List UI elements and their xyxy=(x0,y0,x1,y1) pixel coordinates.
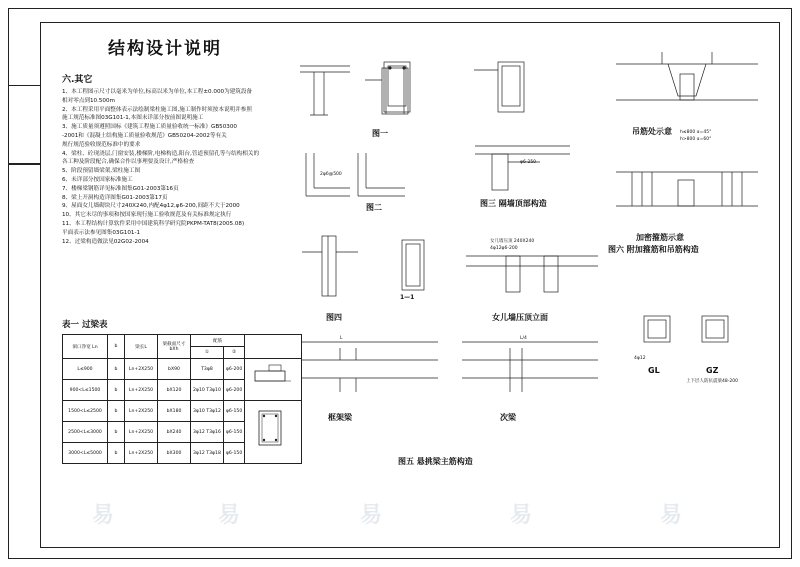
table-cell: Ln+2X250 xyxy=(125,380,158,401)
lintel-section-drawing xyxy=(249,405,297,457)
watermark: 易 xyxy=(510,503,533,528)
note-line: 8、梁上开洞构造详图集G01-2003第17页 xyxy=(62,194,168,201)
parapet-drawing xyxy=(462,236,602,296)
table-cell: φ6-150 xyxy=(223,443,244,464)
secondary-beam-caption: 次梁 xyxy=(500,413,516,422)
col-subheader: ② xyxy=(223,347,244,359)
table-cell: b xyxy=(108,380,125,401)
table-cell: bX300 xyxy=(158,443,191,464)
fig2-drawing xyxy=(300,148,410,208)
watermark: 易 xyxy=(92,503,115,528)
parapet-caption: 女儿墙压顶立面 xyxy=(492,313,548,322)
lintel-table xyxy=(62,334,302,464)
table-cell: bX120 xyxy=(158,380,191,401)
fig3-drawing xyxy=(470,140,580,195)
table-cell: b xyxy=(108,359,125,380)
densify-drawing xyxy=(612,150,762,230)
note-line: 12、过梁构造做法见02G02-2004 xyxy=(62,238,149,245)
note-line: 3、施工质量须遵照国标《建筑工程施工质量验收统一标准》GB50300 xyxy=(62,124,237,131)
fig6-caption: 图六 附加箍筋和吊筋构造 xyxy=(608,245,699,254)
col-header-detail xyxy=(245,335,302,359)
hanger-note: h≤800 α=45° xyxy=(680,130,712,135)
fig3-rebar-label: φ6-250 xyxy=(520,160,537,165)
section-11-drawing xyxy=(386,236,446,296)
table-cell: φ6-150 xyxy=(223,422,244,443)
lintel-detail-drawing xyxy=(245,401,302,464)
note-line: 11、本工程结构计算软件采用中国建筑科学研究院PKPM-TAT8(2005.08) xyxy=(62,220,245,227)
col-subheader: ① xyxy=(191,347,224,359)
binding-margin-cell xyxy=(8,86,40,164)
note-line: 9、屋面女儿墙砌块尺寸240X240,内配4φ12,φ6-200,间距不大于2000 xyxy=(62,203,240,210)
col-header-rebar: 配筋 xyxy=(191,335,245,347)
table-cell: φ6-150 xyxy=(223,401,244,422)
col-header-section: 梁截面尺寸 bXh xyxy=(158,335,191,359)
table-cell: 3φ12 T3φ18 xyxy=(191,443,224,464)
fig1-caption: 图一 xyxy=(372,129,388,138)
table-cell: b xyxy=(108,443,125,464)
gz-note: 上下层人防抗震梁48-200 xyxy=(686,379,738,384)
fig4-drawing xyxy=(298,232,368,302)
note-line: 1、本工程图示尺寸以毫米为单位,标高以米为单位,本工程±0.000为建筑設备 xyxy=(62,89,253,95)
section-heading: 六.其它 xyxy=(62,75,93,85)
fig4-caption: 图四 xyxy=(326,313,342,322)
note-line: 5、阶段预留墙梁架,梁柱施工图 xyxy=(62,168,141,175)
table-cell: b xyxy=(108,401,125,422)
notes-list xyxy=(62,88,297,246)
table-cell: Ln+2X250 xyxy=(125,401,158,422)
col-header-b: b xyxy=(108,335,125,359)
secondary-beam-drawing xyxy=(460,338,600,398)
table-cell: bX180 xyxy=(158,401,191,422)
table-cell: L≤900 xyxy=(63,359,108,380)
fig2-caption: 图二 xyxy=(366,203,382,212)
table-cell: 2φ10 T3φ10 xyxy=(191,380,224,401)
frame-beam-dimension: L xyxy=(340,336,343,341)
lintel-table-title: 表一 过梁表 xyxy=(62,320,108,330)
table-cell: 3000<L≤5000 xyxy=(63,443,108,464)
densify-caption: 加密箍筋示意 xyxy=(636,233,684,242)
table-header-row xyxy=(63,335,302,347)
note-line: -2001和《混凝土结构施工质量验收规范》GB50204-2002等有关 xyxy=(62,132,227,139)
col-header-opening: 洞口净宽 Ln xyxy=(63,335,108,359)
hanger-drawing xyxy=(612,40,762,120)
note-line: 4、梁柱、砼现浇层,门窗安装,楼梯阶,电梯构造,阳台,管道预留孔等与结构相关的 xyxy=(62,150,260,157)
table-cell: Ln+2X250 xyxy=(125,443,158,464)
fig2-rebar-label: 2φ6@500 xyxy=(320,172,342,177)
fig1-section-c xyxy=(470,56,540,118)
fig3-caption: 图三 隔墙顶部构造 xyxy=(480,199,547,208)
table-cell: 900<L≤1500 xyxy=(63,380,108,401)
table-cell: T3φ8 xyxy=(191,359,224,380)
hanger-note: h>800 α=60° xyxy=(680,137,712,142)
secondary-beam-dimension: L/4 xyxy=(520,336,527,341)
table-row xyxy=(63,359,302,380)
binding-margin-cell xyxy=(8,164,40,165)
table-cell: 2500<L≤3000 xyxy=(63,422,108,443)
gl-caption: GL xyxy=(648,366,660,375)
note-line: 7、楼梯梁钢筋详见标准图集G01-2003第16页 xyxy=(62,185,179,192)
table-row xyxy=(63,401,302,422)
parapet-note: 4φ12φ6-200 xyxy=(490,246,518,251)
note-line: 平面表示法参见图集03G101-1 xyxy=(62,229,141,236)
watermark: 易 xyxy=(360,503,383,528)
table-cell: 3φ10 T3φ12 xyxy=(191,401,224,422)
table-cell: φ6-200 xyxy=(223,359,244,380)
gz-section-drawing xyxy=(690,306,740,356)
parapet-note: 女儿墙压顶 240X240 xyxy=(490,239,535,244)
lintel-detail-drawing xyxy=(245,359,302,401)
lintel-section-drawing xyxy=(249,363,297,395)
frame-beam-caption: 框架梁 xyxy=(328,413,352,422)
gl-section-drawing xyxy=(632,306,682,356)
section-11-caption: 1—1 xyxy=(400,294,415,301)
watermark: 易 xyxy=(660,503,683,528)
note-line: 10、其它未尽的事项和按国家现行施工验收规范及有关标准规定执行 xyxy=(62,212,232,219)
gz-caption: GZ xyxy=(706,366,719,375)
hanger-caption: 吊筋处示意 xyxy=(632,127,672,136)
note-line: 规行规范验收规范标准中的要求 xyxy=(62,141,141,148)
note-line: 各工种及阶段配合,确保合作以事理要及设计,严格检查 xyxy=(62,159,195,166)
fig1-section-b xyxy=(380,56,430,118)
frame-beam-drawing xyxy=(300,338,440,398)
col-header-length: 梁长L xyxy=(125,335,158,359)
table-cell: φ6-200 xyxy=(223,380,244,401)
fig5-caption: 图五 悬挑梁主筋构造 xyxy=(398,457,473,466)
table-cell: b xyxy=(108,422,125,443)
table-cell: Ln+2X250 xyxy=(125,422,158,443)
binding-margin-cell xyxy=(8,8,40,86)
table-cell: 3φ12 T3φ16 xyxy=(191,422,224,443)
table-cell: bX90 xyxy=(158,359,191,380)
note-line: 6、未详部分按国家标准施工 xyxy=(62,176,133,183)
table-cell: Ln+2X250 xyxy=(125,359,158,380)
note-line: 2、本工程采用平面整体表示法绘制梁柱施工图,施工制作时须按本说明并参照 xyxy=(62,106,252,113)
note-line: 施工规范标准图03G101-1,本图未详部分按前图说明施工 xyxy=(62,115,204,122)
note-line: 相对零点到10.500m xyxy=(62,97,115,104)
page-title: 结构设计说明 xyxy=(108,39,222,59)
table-cell: bX240 xyxy=(158,422,191,443)
gl-note: 4φ12 xyxy=(634,356,646,361)
watermark: 易 xyxy=(218,503,241,528)
table-cell: 1500<L≤2500 xyxy=(63,401,108,422)
